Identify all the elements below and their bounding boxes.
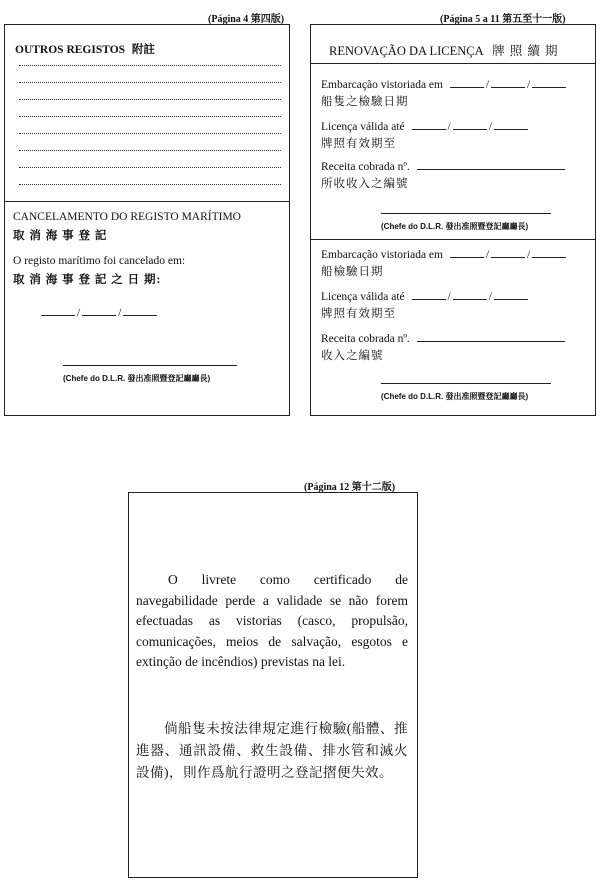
signature-caption: (Chefe do D.L.R. 發出准照暨登記廳廳長): [63, 374, 211, 383]
page12-paragraph-zh: 倘船隻未按法律規定進行檢驗(船體、推進器、通訊設備、救生設備、排水管和滅火設備)，則作爲航行證明之登記摺便失效。: [136, 721, 408, 780]
licenca-valida-1[interactable]: Licença válida até / /: [321, 119, 528, 133]
signature-caption: (Chefe do D.L.R. 發出准照暨登記廳廳長): [381, 392, 529, 401]
embarcacao-vistoriada-1[interactable]: Embarcação vistoriada em / /: [321, 77, 566, 91]
renovacao-title-divider: [311, 63, 595, 64]
notes-line: [19, 150, 281, 151]
licenca-valida-2[interactable]: Licença válida até / /: [321, 289, 528, 303]
notes-line: [19, 99, 281, 100]
notes-line: [19, 116, 281, 117]
cancelamento-title: CANCELAMENTO DO REGISTO MARÍTIMO: [13, 211, 241, 223]
page5-11-label: (Página 5 a 11 第五至十一版): [440, 14, 566, 25]
embarcacao-vistoriada-1-zh: 船隻之檢驗日期: [321, 96, 409, 108]
licenca-valida-1-zh: 牌照有效期至: [321, 138, 396, 150]
signature-caption: (Chefe do D.L.R. 發出准照暨登記廳廳長): [381, 222, 529, 231]
page4-divider: [5, 201, 289, 202]
receita-cobrada-1-zh: 所收收入之編號: [321, 178, 409, 190]
receita-cobrada-1[interactable]: Receita cobrada nº.: [321, 159, 565, 173]
cancel-date-label: O registo marítimo foi cancelado em:: [13, 255, 186, 267]
receita-cobrada-2-zh: 收入之編號: [321, 350, 384, 362]
renovacao-title: RENOVAÇÃO DA LICENÇA 牌 照 續 期: [329, 44, 559, 58]
notes-line: [19, 167, 281, 168]
page5-11-box: [310, 24, 596, 416]
receita-cobrada-2[interactable]: Receita cobrada nº.: [321, 331, 565, 345]
page12-box: [128, 492, 418, 878]
cancelamento-title-zh: 取 消 海 事 登 記: [13, 230, 108, 242]
licenca-valida-2-zh: 牌照有效期至: [321, 308, 396, 320]
page12-paragraph-pt: O livrete como certificado de navegabilidade perde a validade se não forem efectuadas as vistorias (casco, propulsão, comunicações, meios de salvação, esgotos e extinção de incêndios) previstas na lei.: [136, 572, 408, 669]
signature-line[interactable]: [381, 213, 551, 214]
page4-label: (Página 4 第四版): [208, 14, 285, 25]
notes-line: [19, 65, 281, 66]
signature-line[interactable]: [381, 383, 551, 384]
renovacao-block-divider: [311, 239, 595, 240]
outros-registos-title: OUTROS REGISTOS 附註: [15, 44, 155, 56]
page4-box: [4, 24, 290, 416]
notes-line: [19, 184, 281, 185]
notes-line: [19, 82, 281, 83]
notes-line: [19, 133, 281, 134]
signature-line[interactable]: [63, 365, 237, 366]
cancel-date-label-zh: 取 消 海 事 登 記 之 日 期:: [13, 274, 162, 286]
page12-label: (Página 12 第十二版): [304, 482, 396, 493]
embarcacao-vistoriada-2-zh: 船檢驗日期: [321, 266, 384, 278]
embarcacao-vistoriada-2[interactable]: Embarcação vistoriada em / /: [321, 247, 566, 261]
cancel-date-field[interactable]: / /: [41, 305, 157, 319]
